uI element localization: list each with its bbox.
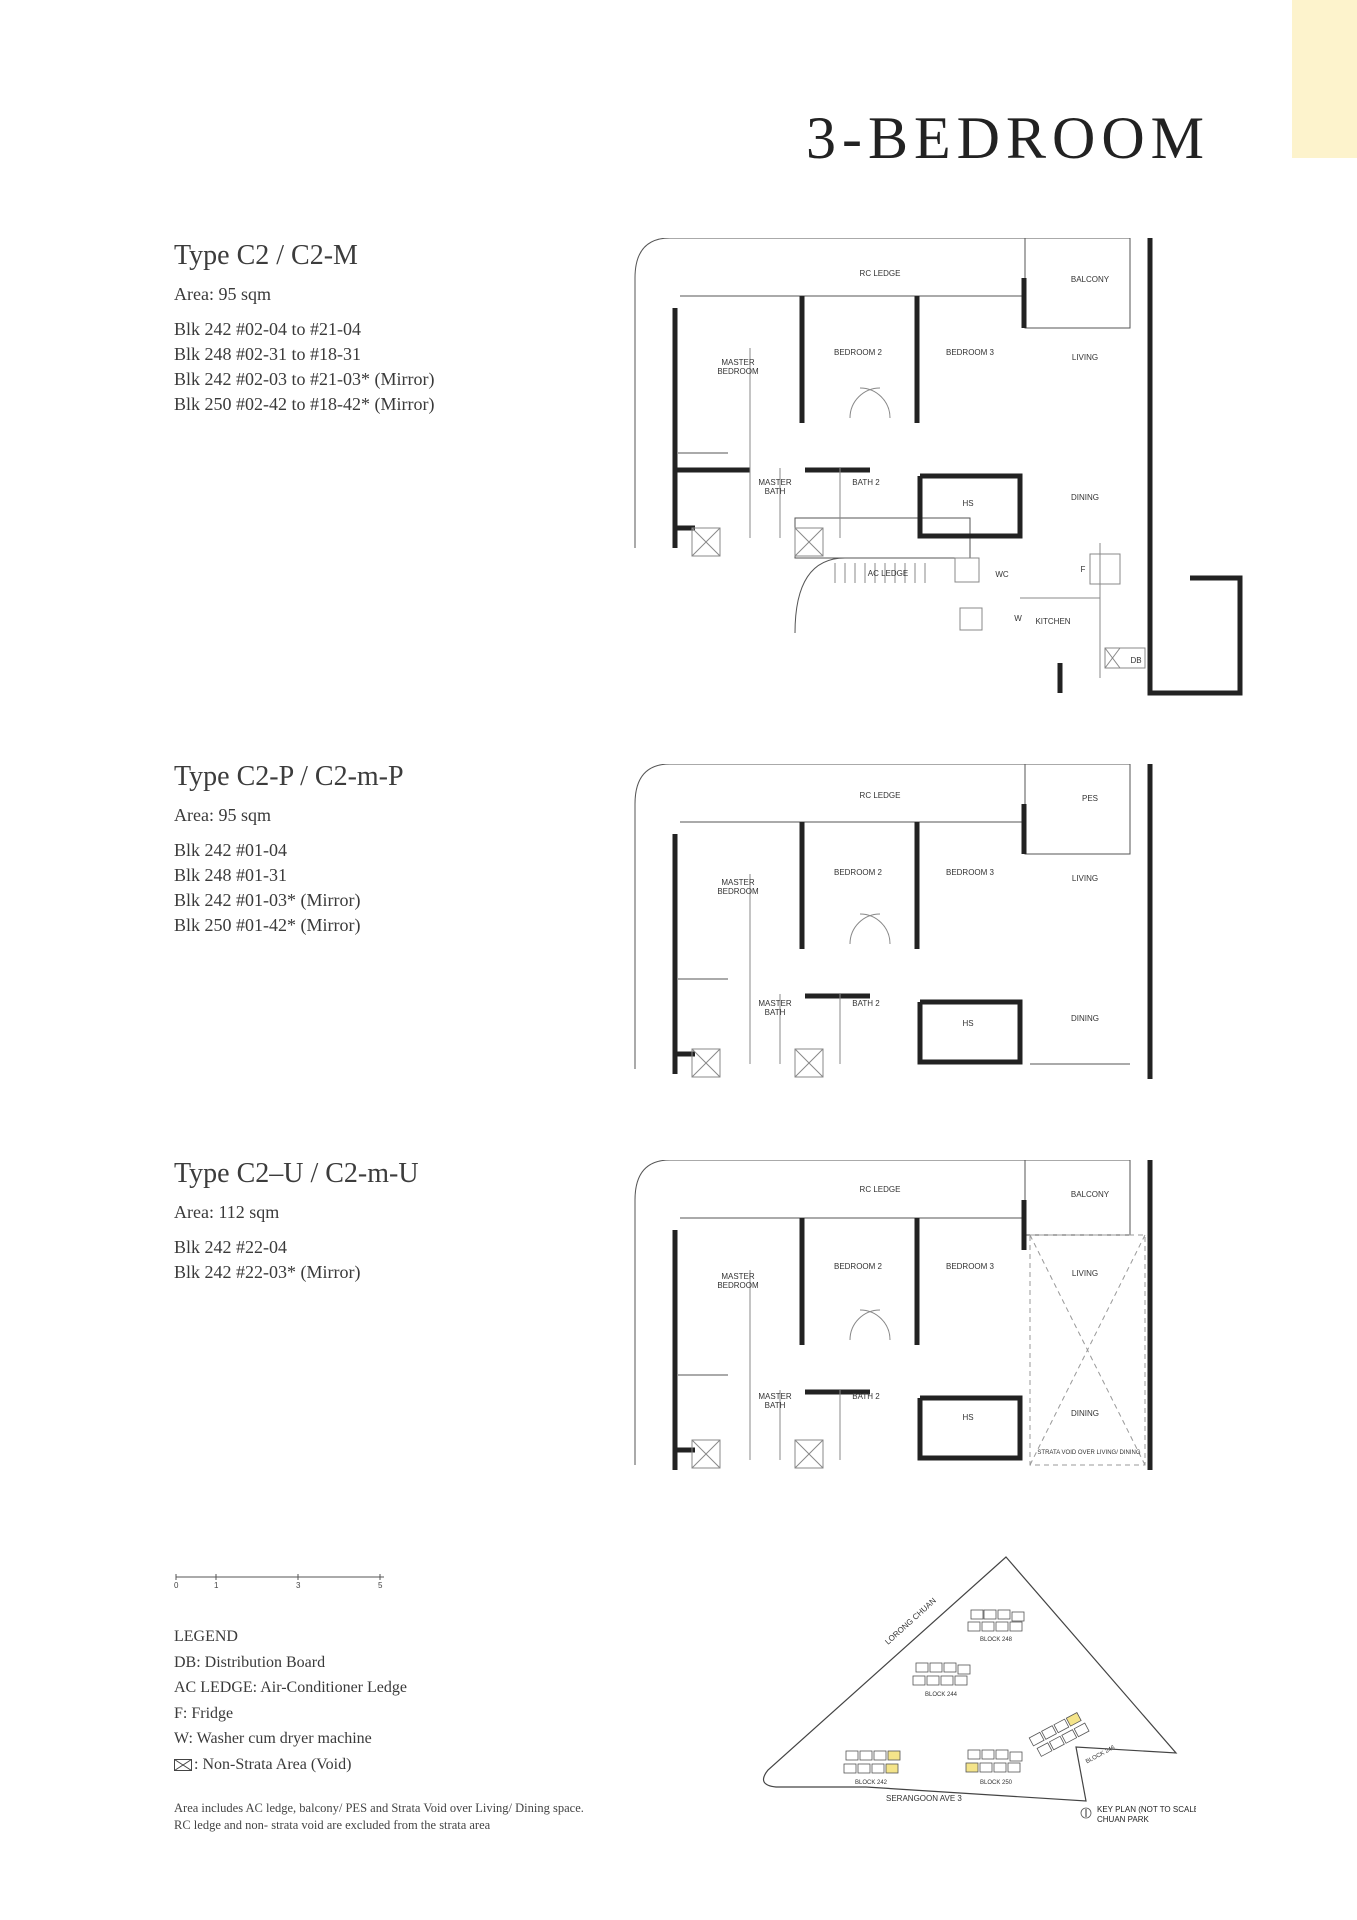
plan-label-dining: DINING [1071,1014,1099,1023]
key-plan-subtitle: CHUAN PARK [1097,1815,1149,1824]
plan-label-hs: HS [962,499,974,508]
plan-label-master-bedroom: BEDROOM [717,887,759,896]
plan-label-f: F [1080,565,1086,574]
plan-label-master-bath: BATH [764,1008,786,1017]
key-plan-block-label: BLOCK 244 [924,1692,958,1698]
plan-label-master-bedroom: BEDROOM [717,367,759,376]
floor-plan-c2-u [630,1160,1250,1475]
scale-tick-label: 3 [296,1581,301,1589]
plan-label-master-bath: BATH [764,1401,786,1410]
unit-area: Area: 95 sqm [174,805,271,825]
plan-label-wc: WC [995,570,1009,579]
block-248-cluster [968,1610,1024,1631]
area-notes [174,1800,584,1834]
unit-info-c2-p [174,761,594,938]
block-246-cluster [1029,1712,1089,1758]
floor-plan-c2 [630,238,1250,698]
plan-label-master-bedroom: MASTER [721,358,755,367]
legend-item-void [174,1752,407,1778]
plan-label-living: LIVING [1071,353,1099,362]
plan-label-dining: DINING [1071,493,1099,502]
unit-block-line: Blk 248 #02-31 to #18-31 [174,344,361,364]
unit-block-line: Blk 242 #22-04 [174,1237,288,1257]
legend-item: AC LEDGE: Air-Conditioner Ledge [174,1679,407,1696]
unit-type-title: Type C2 / C2-M [174,240,358,271]
unit-type-title: Type C2-P / C2-m-P [174,761,404,792]
plan-label-master-bath: MASTER [758,1392,792,1401]
plan-label-master-bath: MASTER [758,478,792,487]
unit-area: Area: 95 sqm [174,284,271,304]
unit-block-line: Blk 242 #22-03* (Mirror) [174,1262,361,1282]
plan-label-dining: DINING [1071,1409,1099,1418]
page-title: 3-BEDROOM [806,105,1211,171]
plan-label-w: W [1014,614,1022,623]
unit-info-c2 [174,240,594,417]
unit-block-line: Blk 250 #01-42* (Mirror) [174,915,361,935]
plan-label-hs: HS [962,1413,974,1422]
plan-label-pes: PES [1081,794,1099,803]
unit-block-line: Blk 242 #02-03 to #21-03* (Mirror) [174,369,435,389]
key-plan [756,1555,1196,1855]
plan-label-bedroom-2: BEDROOM 2 [833,1262,883,1271]
void-hatch-icon [174,1759,192,1771]
plan-label-bath-2: BATH 2 [852,1392,880,1401]
plan-label-ac-ledge: AC LEDGE [867,569,909,578]
legend-item: F: Fridge [174,1704,234,1722]
key-plan-road-serangoon: SERANGOON AVE 3 [886,1794,962,1803]
plan-label-hs: HS [962,1019,974,1028]
key-plan-block-label: BLOCK 248 [979,1637,1013,1643]
plan-label-bedroom-3: BEDROOM 3 [945,868,995,877]
plan-label-bath-2: BATH 2 [852,999,880,1008]
plan-label-master-bedroom: MASTER [721,1272,755,1281]
plan-label-strata-void: STRATA VOID OVER LIVING/ DINING [1037,1450,1141,1456]
unit-block-line: Blk 250 #02-42 to #18-42* (Mirror) [174,394,435,414]
plan-label-bedroom-3: BEDROOM 3 [945,1262,995,1271]
section-tab [1292,0,1357,158]
plan-label-bath-2: BATH 2 [852,478,880,487]
key-plan-block-label: BLOCK 242 [854,1780,888,1786]
block-244-cluster [913,1663,970,1685]
plan-label-bedroom-2: BEDROOM 2 [833,348,883,357]
plan-label-rc-ledge: RC LEDGE [859,791,901,800]
unit-area: Area: 112 sqm [174,1202,280,1222]
plan-label-master-bedroom: BEDROOM [717,1281,759,1290]
scale-tick-label: 1 [214,1581,219,1589]
scale-bar [174,1573,384,1589]
block-250-cluster [966,1750,1022,1772]
plan-label-balcony: BALCONY [1070,1190,1110,1199]
key-plan-block-label: BLOCK 250 [979,1780,1013,1786]
plan-label-master-bath: MASTER [758,999,792,1008]
unit-block-line: Blk 242 #02-04 to #21-04 [174,319,361,339]
plan-label-master-bath: BATH [764,487,786,496]
scale-tick-label: 5 [378,1581,383,1589]
unit-block-line: Blk 242 #01-03* (Mirror) [174,890,361,910]
scale-tick-label: 0 [174,1581,179,1589]
plan-label-living: LIVING [1071,1269,1099,1278]
plan-label-db: DB [1130,656,1142,665]
plan-label-living: LIVING [1071,874,1099,883]
legend [174,1624,407,1777]
legend-heading: LEGEND [174,1628,238,1645]
note-line: RC ledge and non- strata void are excluded from the strata area [174,1818,491,1832]
plan-label-kitchen: KITCHEN [1035,617,1071,626]
key-plan-road-lorong-chuan: LORONG CHUAN [883,1596,938,1647]
floor-plan-c2-p [630,764,1250,1084]
unit-block-line: Blk 248 #01-31 [174,865,288,885]
key-plan-block-label: BLOCK 246 [1084,1744,1117,1766]
note-line: Area includes AC ledge, balcony/ PES and Strata Void over Living/ Dining space. [174,1801,584,1815]
legend-item: DB: Distribution Board [174,1653,326,1671]
unit-block-line: Blk 242 #01-04 [174,840,288,860]
legend-item: W: Washer cum dryer machine [174,1730,372,1747]
block-242-cluster [844,1751,900,1773]
plan-label-rc-ledge: RC LEDGE [859,269,901,278]
legend-void-label: : Non-Strata Area (Void) [194,1755,352,1773]
plan-label-rc-ledge: RC LEDGE [859,1185,901,1194]
plan-label-master-bedroom: MASTER [721,878,755,887]
key-plan-title: KEY PLAN (NOT TO SCALE) [1097,1805,1196,1814]
plan-label-balcony: BALCONY [1070,275,1110,284]
plan-label-bedroom-3: BEDROOM 3 [945,348,995,357]
unit-info-c2-u [174,1158,594,1285]
unit-type-title: Type C2–U / C2-m-U [174,1158,419,1189]
plan-label-bedroom-2: BEDROOM 2 [833,868,883,877]
